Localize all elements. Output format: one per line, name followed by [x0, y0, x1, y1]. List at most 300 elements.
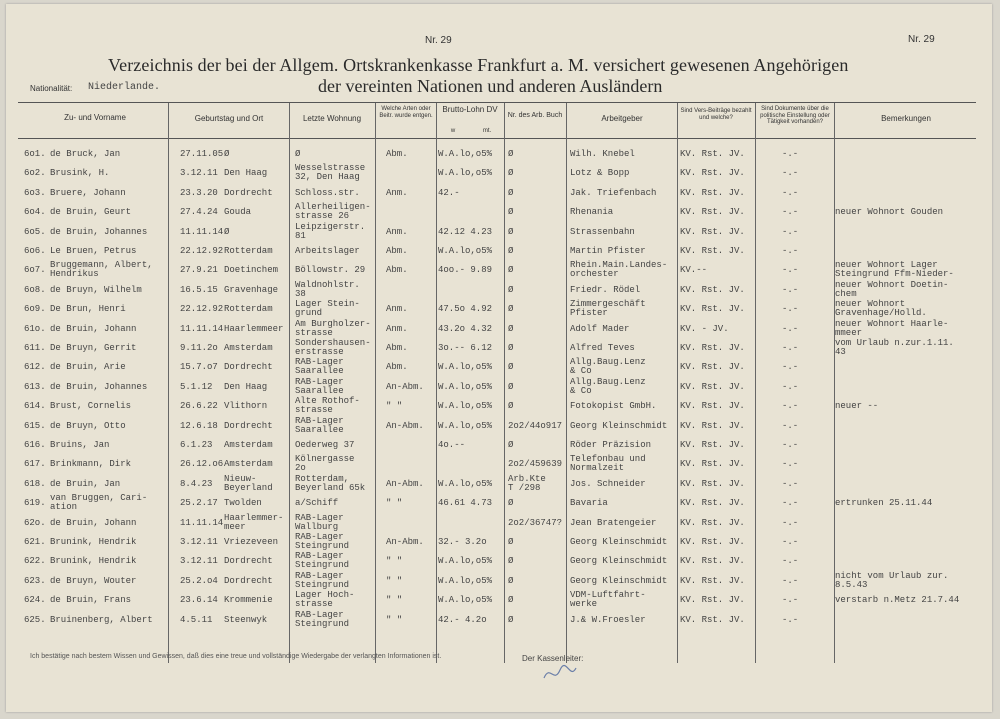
table-row: [0, 592, 1000, 611]
cell-employer: Telefonbau und Normalzeit: [570, 454, 646, 474]
footer-signature-label: Der Kassenleiter:: [522, 654, 584, 663]
cell-name: Bruins, Jan: [50, 440, 110, 450]
cell-contrib: KV. Rst. JV.: [680, 168, 745, 179]
cell-wage: W.A.lo,o5%: [438, 478, 493, 489]
cell-date: 4.5.11: [180, 614, 213, 625]
cell-remarks: neuer Wohnort Haarle- mmeer: [835, 318, 949, 338]
cell-date: 5.1.12: [180, 381, 213, 392]
cell-docs: -.-: [782, 595, 799, 606]
cell-book: Ø: [508, 226, 514, 237]
cell-date: 11.11.14: [180, 517, 224, 528]
header-name: Zu- und Vorname: [64, 113, 126, 122]
cell-docs: -.-: [782, 362, 799, 373]
table-row: [0, 456, 1000, 475]
cell-date: 9.11.2o: [180, 343, 218, 353]
cell-wage: W.A.lo,o5%: [438, 420, 493, 431]
cell-contrib: KV.--: [680, 265, 708, 276]
cell-employer: Georg Kleinschmidt: [570, 575, 668, 586]
cell-remarks: verstarb n.Metz 21.7.44: [835, 595, 960, 606]
cell-type: An-Abm.: [386, 381, 424, 392]
cell-place: Dordrecht: [224, 362, 273, 373]
cell-type: Anm.: [386, 304, 408, 315]
table-row: [0, 553, 1000, 572]
number-right: Nr. 29: [908, 34, 935, 45]
cell-no: 613.: [24, 381, 46, 392]
cell-date: 27.11.05: [180, 149, 224, 159]
cell-place: Ø: [224, 226, 230, 237]
cell-contrib: KV. Rst. JV.: [680, 246, 745, 256]
cell-docs: -.-: [782, 401, 799, 412]
table-row: [0, 495, 1000, 514]
cell-place: Gravenhage: [224, 284, 279, 295]
table-row: [0, 340, 1000, 359]
cell-employer: Allg.Baug.Lenz & Co: [570, 376, 646, 396]
cell-name: de Bruyn, Wilhelm: [50, 284, 142, 295]
cell-place: Rotterdam: [224, 304, 273, 315]
cell-no: 617.: [24, 459, 46, 470]
cell-type: Anm.: [386, 323, 408, 334]
cell-docs: -.-: [782, 149, 799, 159]
header-wage: Brutto-Lohn DV: [442, 105, 498, 114]
cell-contrib: KV. Rst. JV.: [680, 556, 745, 567]
cell-remarks: vom Urlaub n.zur.1.11. 43: [835, 338, 954, 357]
signature-scribble: [540, 660, 580, 688]
cell-date: 11.11.14: [180, 323, 224, 334]
cell-employer: Georg Kleinschmidt: [570, 420, 668, 431]
cell-book: Ø: [508, 284, 514, 295]
cell-type: " ": [386, 498, 403, 509]
cell-contrib: KV. Rst. JV.: [680, 575, 745, 586]
cell-type: An-Abm.: [386, 420, 424, 431]
cell-docs: -.-: [782, 187, 799, 198]
cell-name: Brunink, Hendrik: [50, 556, 137, 567]
cell-contrib: KV. Rst. JV.: [680, 440, 745, 450]
cell-place: Dordrecht: [224, 187, 273, 198]
cell-place: Steenwyk: [224, 614, 268, 625]
cell-docs: -.-: [782, 304, 799, 315]
cell-book: Ø: [508, 187, 514, 198]
cell-type: Abm.: [386, 149, 408, 159]
cell-wage: W.A.lo,o5%: [438, 149, 493, 159]
cell-wage: W.A.lo,o5%: [438, 556, 493, 567]
cell-contrib: KV. Rst. JV.: [680, 498, 745, 509]
cell-date: 27.9.21: [180, 265, 218, 276]
cell-place: Amsterdam: [224, 343, 273, 353]
cell-remarks: neuer Wohnort Gravenhage/Holld.: [835, 299, 927, 319]
cell-book: Ø: [508, 595, 514, 606]
cell-address: Leipzigerstr. 81: [295, 221, 366, 241]
cell-date: 3.12.11: [180, 537, 218, 547]
cell-wage: 42.12 4.23: [438, 226, 493, 237]
cell-contrib: KV. Rst. JV.: [680, 207, 745, 218]
cell-name: de Bruin, Johannes: [50, 381, 148, 392]
cell-contrib: KV. Rst. JV.: [680, 226, 745, 237]
cell-docs: -.-: [782, 498, 799, 509]
cell-book: 2o2/44o917: [508, 420, 563, 431]
cell-place: Vlithorn: [224, 401, 268, 412]
cell-remarks: ertrunken 25.11.44: [835, 498, 933, 509]
header-wage-sub2: mt.: [482, 128, 492, 134]
cell-employer: Zimmergeschäft Pfister: [570, 299, 646, 319]
cell-docs: -.-: [782, 478, 799, 489]
cell-type: " ": [386, 556, 403, 567]
cell-book: Arb.Kte T /298: [508, 473, 546, 493]
cell-contrib: KV. Rst. JV.: [680, 614, 745, 625]
cell-contrib: KV. Rst. JV.: [680, 343, 745, 353]
table-row: [0, 165, 1000, 184]
cell-no: 6o5.: [24, 226, 46, 237]
cell-employer: Martin Pfister: [570, 246, 646, 256]
cell-date: 26.6.22: [180, 401, 218, 412]
cell-book: Ø: [508, 149, 514, 159]
cell-date: 23.3.20: [180, 187, 218, 198]
cell-docs: -.-: [782, 168, 799, 179]
table-row: [0, 534, 1000, 553]
number-left: Nr. 29: [425, 35, 452, 46]
cell-docs: -.-: [782, 440, 799, 450]
cell-no: 62o.: [24, 517, 46, 528]
cell-wage: 3o.-- 6.12: [438, 343, 493, 353]
cell-type: " ": [386, 401, 403, 412]
cell-place: Krommenie: [224, 595, 273, 606]
cell-book: Ø: [508, 304, 514, 315]
cell-type: An-Abm.: [386, 478, 424, 489]
cell-contrib: KV. Rst. JV.: [680, 459, 745, 470]
cell-remarks: nicht vom Urlaub zur. 8.5.43: [835, 570, 949, 590]
footer-statement: Ich bestätige nach bestem Wissen und Gewissen, daß dies eine treue und vollständige Wiedergabe der verlangten Informationen ist.: [30, 653, 442, 660]
cell-employer: Fotokopist GmbH.: [570, 401, 657, 412]
cell-no: 61o.: [24, 323, 46, 334]
cell-contrib: KV. Rst. JV.: [680, 537, 745, 547]
table-row: [0, 512, 1000, 534]
cell-no: 624.: [24, 595, 46, 606]
cell-book: 2o2/459639: [508, 459, 563, 470]
cell-employer: Rhein.Main.Landes- orchester: [570, 260, 668, 280]
cell-book: Ø: [508, 556, 514, 567]
cell-name: de Bruin, Johannes: [50, 226, 148, 237]
cell-no: 619.: [24, 498, 46, 509]
cell-name: de Bruin, Johann: [50, 517, 137, 528]
cell-employer: J.& W.Froesler: [570, 614, 646, 625]
cell-date: 6.1.23: [180, 440, 213, 450]
cell-no: 6o4.: [24, 207, 46, 218]
cell-wage: W.A.lo,o5%: [438, 575, 493, 586]
cell-no: 622.: [24, 556, 46, 567]
cell-name: de Bruin, Geurt: [50, 207, 132, 218]
cell-name: de Bruin, Frans: [50, 595, 132, 606]
cell-type: " ": [386, 595, 403, 606]
cell-date: 15.7.o7: [180, 362, 218, 373]
header-remarks: Bemerkungen: [881, 114, 931, 123]
header-wage-sub1: w: [450, 128, 456, 134]
table-row: [0, 221, 1000, 243]
cell-type: An-Abm.: [386, 537, 424, 547]
table-row: [0, 473, 1000, 495]
cell-address: Arbeitslager: [295, 246, 360, 256]
header-top-rule: [18, 102, 976, 103]
cell-employer: Georg Kleinschmidt: [570, 556, 668, 567]
cell-type: " ": [386, 575, 403, 586]
table-row: [0, 185, 1000, 204]
cell-type: Abm.: [386, 343, 408, 353]
cell-remarks: neuer --: [835, 401, 879, 412]
header-documents: Sind Dokumente über die politische Einstellung oder Tätigkeit vorhanden?: [760, 106, 830, 126]
cell-book: Ø: [508, 343, 514, 353]
cell-remarks: neuer Wohnort Gouden: [835, 207, 944, 218]
cell-address: RAB-Lager Saarallee: [295, 415, 344, 435]
cell-no: 612.: [24, 362, 46, 373]
header-type: Welche Arten oder Beitr. wurde entgen.: [379, 106, 433, 119]
cell-name: De Bruyn, Gerrit: [50, 343, 137, 353]
cell-employer: Rhenania: [570, 207, 614, 218]
table-row: [0, 376, 1000, 398]
cell-type: Abm.: [386, 265, 408, 276]
cell-employer: VDM-Luftfahrt- werke: [570, 590, 646, 610]
cell-wage: W.A.lo,o5%: [438, 381, 493, 392]
cell-docs: -.-: [782, 207, 799, 218]
cell-wage: 42.-: [438, 187, 460, 198]
cell-wage: W.A.lo,o5%: [438, 362, 493, 373]
cell-contrib: KV. Rst. JV.: [680, 517, 745, 528]
cell-name: De Brun, Henri: [50, 304, 126, 315]
cell-address: Am Burgholzer- strasse: [295, 318, 371, 338]
cell-contrib: KV. Rst. JV.: [680, 362, 745, 373]
cell-book: Ø: [508, 323, 514, 334]
table-row: [0, 146, 1000, 165]
header-book: Nr. des Arb. Buch: [507, 112, 563, 119]
cell-book: Ø: [508, 614, 514, 625]
cell-docs: -.-: [782, 284, 799, 295]
cell-contrib: KV. Rst. JV.: [680, 381, 745, 392]
cell-place: Amsterdam: [224, 459, 273, 470]
cell-type: Abm.: [386, 362, 408, 373]
cell-employer: Jean Bratengeier: [570, 517, 657, 528]
cell-place: Haarlemmeer: [224, 323, 284, 334]
cell-book: Ø: [508, 265, 514, 276]
cell-date: 3.12.11: [180, 168, 218, 179]
cell-wage: 46.61 4.73: [438, 498, 493, 509]
cell-place: Haarlemmer- meer: [224, 512, 284, 532]
cell-docs: -.-: [782, 226, 799, 237]
nationality-label: Nationalität:: [30, 84, 73, 93]
header-employer: Arbeitgeber: [601, 114, 643, 123]
table-row: [0, 415, 1000, 437]
cell-no: 6o2.: [24, 168, 46, 179]
cell-book: Ø: [508, 401, 514, 412]
cell-wage: W.A.lo,o5%: [438, 168, 493, 179]
cell-address: Sondershausen- erstrasse: [295, 338, 371, 357]
cell-address: Alte Rothof- strasse: [295, 396, 360, 416]
cell-docs: -.-: [782, 420, 799, 431]
cell-type: Anm.: [386, 226, 408, 237]
table-row: [0, 609, 1000, 631]
table-row: [0, 301, 1000, 320]
cell-type: Anm.: [386, 187, 408, 198]
header-address: Letzte Wohnung: [302, 114, 362, 123]
table-row: [0, 318, 1000, 340]
cell-date: 22.12.92: [180, 304, 224, 315]
cell-employer: Adolf Mader: [570, 323, 630, 334]
cell-no: 6o6.: [24, 246, 46, 256]
cell-type: " ": [386, 614, 403, 625]
cell-contrib: KV. Rst. JV.: [680, 401, 745, 412]
cell-book: 2o2/36747?: [508, 517, 563, 528]
table-row: [0, 243, 1000, 262]
table-row: [0, 279, 1000, 301]
cell-wage: 4o.--: [438, 440, 466, 450]
cell-name: de Bruin, Jan: [50, 478, 121, 489]
cell-book: Ø: [508, 537, 514, 547]
cell-address: RAB-Lager Saarallee: [295, 376, 344, 396]
cell-remarks: neuer Wohnort Lager Steingrund Ffm-Nieder-: [835, 260, 954, 280]
cell-no: 6o1.: [24, 149, 46, 159]
cell-wage: 42.- 4.2o: [438, 614, 487, 625]
cell-docs: -.-: [782, 517, 799, 528]
title-line-1: Verzeichnis der bei der Allgem. Ortskrankenkasse Frankfurt a. M. versichert gewesenen Angehörigen: [108, 55, 849, 75]
cell-place: Rotterdam: [224, 246, 273, 256]
cell-employer: Röder Präzision: [570, 440, 652, 450]
table-row: [0, 398, 1000, 417]
cell-place: Dordrecht: [224, 575, 273, 586]
cell-wage: W.A.lo,o5%: [438, 401, 493, 412]
cell-place: Den Haag: [224, 168, 268, 179]
cell-employer: Jos. Schneider: [570, 478, 646, 489]
cell-address: RAB-Lager Steingrund: [295, 532, 350, 551]
cell-contrib: KV. Rst. JV.: [680, 478, 745, 489]
cell-book: Ø: [508, 498, 514, 509]
cell-docs: -.-: [782, 459, 799, 470]
cell-contrib: KV. Rst. JV.: [680, 304, 745, 315]
cell-wage: 47.5o 4.92: [438, 304, 493, 315]
cell-address: Wesselstrasse 32, Den Haag: [295, 163, 366, 183]
cell-docs: -.-: [782, 343, 799, 353]
cell-name: Brusink, H.: [50, 168, 110, 179]
header-contrib: Sind Vers-Beiträge bezahlt und welche?: [680, 108, 752, 121]
cell-no: 6o8.: [24, 284, 46, 295]
cell-no: 618.: [24, 478, 46, 489]
cell-wage: 4oo.- 9.89: [438, 265, 493, 276]
cell-address: Lager Hoch- strasse: [295, 590, 355, 610]
cell-name: van Bruggen, Cari- ation: [50, 493, 148, 513]
cell-date: 16.5.15: [180, 284, 218, 295]
cell-name: de Bruin, Johann: [50, 323, 137, 334]
cell-name: Brust, Cornelis: [50, 401, 132, 412]
cell-employer: Alfred Teves: [570, 343, 635, 353]
cell-book: Ø: [508, 381, 514, 392]
cell-date: 22.12.92: [180, 246, 224, 256]
cell-no: 614.: [24, 401, 46, 412]
cell-wage: 32.- 3.2o: [438, 537, 487, 547]
table-row: [0, 570, 1000, 592]
cell-book: Ø: [508, 440, 514, 450]
cell-no: 6o3.: [24, 187, 46, 198]
cell-place: Nieuw- Beyerland: [224, 473, 273, 493]
cell-no: 623.: [24, 575, 46, 586]
cell-wage: W.A.lo,o5%: [438, 246, 493, 256]
cell-date: 11.11.14: [180, 226, 224, 237]
cell-address: Kölnergasse 2o: [295, 454, 355, 474]
cell-employer: Bavaria: [570, 498, 608, 509]
cell-contrib: KV. Rst. JV.: [680, 420, 745, 431]
cell-date: 12.6.18: [180, 420, 218, 431]
cell-no: 611.: [24, 343, 46, 353]
cell-no: 625.: [24, 614, 46, 625]
cell-docs: -.-: [782, 323, 799, 334]
cell-name: de Bruyn, Wouter: [50, 575, 137, 586]
cell-book: Ø: [508, 207, 514, 218]
cell-book: Ø: [508, 362, 514, 373]
cell-address: Allerheiligen- strasse 26: [295, 202, 371, 222]
cell-address: Ø: [295, 149, 301, 159]
cell-place: Dordrecht: [224, 420, 273, 431]
title-line-2: der vereinten Nationen und anderen Ausländern: [318, 76, 663, 96]
table-row: [0, 204, 1000, 223]
cell-address: Lager Stein- grund: [295, 299, 360, 319]
cell-date: 8.4.23: [180, 478, 213, 489]
cell-book: Ø: [508, 575, 514, 586]
cell-docs: -.-: [782, 614, 799, 625]
cell-address: RAB-Lager Steingrund: [295, 551, 350, 571]
cell-place: Twolden: [224, 498, 262, 509]
cell-no: 616.: [24, 440, 46, 450]
cell-place: Amsterdam: [224, 440, 273, 450]
cell-contrib: KV. Rst. JV.: [680, 187, 745, 198]
table-row: [0, 359, 1000, 378]
cell-employer: Jak. Triefenbach: [570, 187, 657, 198]
cell-place: Gouda: [224, 207, 252, 218]
cell-contrib: KV. Rst. JV.: [680, 149, 745, 159]
cell-book: Ø: [508, 246, 514, 256]
cell-date: 27.4.24: [180, 207, 218, 218]
cell-employer: Wilh. Knebel: [570, 149, 635, 159]
cell-place: Doetinchem: [224, 265, 279, 276]
cell-employer: Georg Kleinschmidt: [570, 537, 668, 547]
cell-date: 23.6.14: [180, 595, 218, 606]
cell-docs: -.-: [782, 575, 799, 586]
cell-name: de Bruck, Jan: [50, 149, 121, 159]
cell-address: Schloss.str.: [295, 187, 360, 198]
cell-name: Brunink, Hendrik: [50, 537, 137, 547]
nationality-value: Niederlande.: [88, 82, 161, 93]
cell-remarks: neuer Wohnort Doetin- chem: [835, 279, 949, 299]
cell-address: Böllowstr. 29: [295, 265, 366, 276]
cell-date: 3.12.11: [180, 556, 218, 567]
cell-address: Oederweg 37: [295, 440, 355, 450]
cell-address: RAB-Lager Wallburg: [295, 512, 344, 532]
cell-no: 6o7.: [24, 265, 46, 276]
cell-place: Den Haag: [224, 381, 268, 392]
cell-type: Abm.: [386, 246, 408, 256]
table-row: [0, 262, 1000, 281]
cell-no: 615.: [24, 420, 46, 431]
cell-address: Waldnohlstr. 38: [295, 279, 360, 299]
cell-address: a/Schiff: [295, 498, 339, 509]
cell-book: Ø: [508, 168, 514, 179]
cell-address: RAB-Lager Steingrund: [295, 570, 350, 590]
cell-name: Bruinenberg, Albert: [50, 614, 153, 625]
cell-date: 26.12.o6: [180, 459, 224, 470]
cell-docs: -.-: [782, 246, 799, 256]
cell-address: RAB-Lager Steingrund: [295, 609, 350, 629]
cell-name: Brinkmann, Dirk: [50, 459, 132, 470]
cell-employer: Allg.Baug.Lenz & Co: [570, 357, 646, 377]
cell-docs: -.-: [782, 556, 799, 567]
cell-contrib: KV. Rst. JV.: [680, 595, 745, 606]
cell-contrib: KV. Rst. JV.: [680, 284, 745, 295]
cell-employer: Lotz & Bopp: [570, 168, 630, 179]
cell-name: de Bruin, Arie: [50, 362, 126, 373]
cell-docs: -.-: [782, 381, 799, 392]
